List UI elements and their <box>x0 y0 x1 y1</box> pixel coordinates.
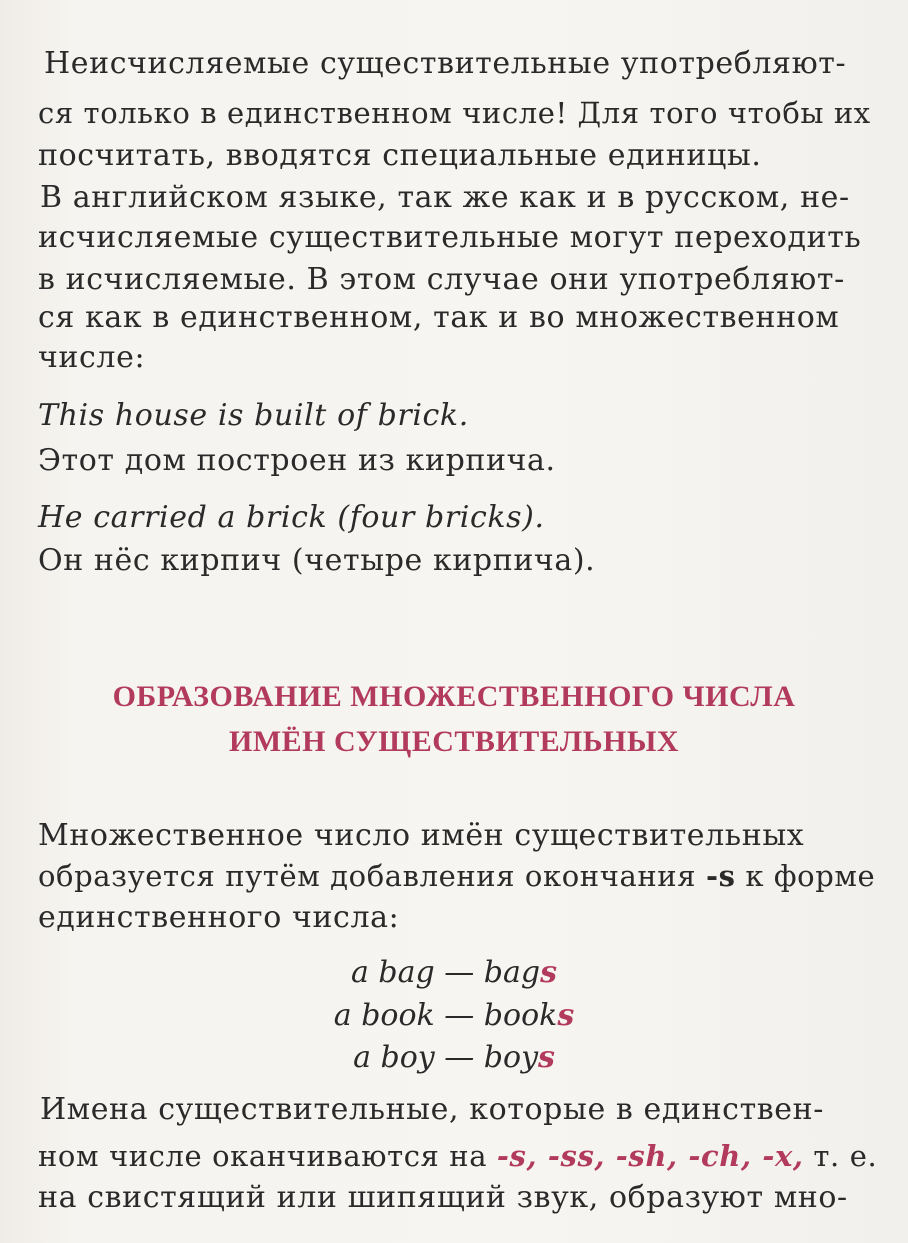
plural-example <box>0 998 908 1033</box>
example1-russian: Этот дом построен из кирпича. <box>38 443 556 478</box>
ending-s: -s <box>705 859 736 893</box>
plural-suffix: s <box>540 955 557 990</box>
paragraph2-line5: числе: <box>38 340 146 375</box>
paragraph2-line3: в исчисляемые. В этом случае они употребляют- <box>38 262 845 297</box>
paragraph3-line2 <box>38 858 875 894</box>
paragraph2-line2: исчисляемые существительные могут переходить <box>38 220 862 255</box>
paragraph3-line1: Множественное число имён существительных <box>38 818 805 853</box>
singular-form: a book <box>333 998 435 1033</box>
plural-stem: bag <box>483 955 541 990</box>
plural-stem: boy <box>483 1040 539 1075</box>
singular-form: a bag <box>351 955 435 990</box>
example2-english: He carried a brick (four bricks). <box>38 500 545 535</box>
example2-russian: Он нёс кирпич (четыре кирпича). <box>38 543 596 578</box>
paragraph1-line2: ся только в единственном числе! Для того чтобы их <box>38 96 871 130</box>
dash: — <box>434 955 484 990</box>
example1-english: This house is built of brick. <box>38 398 469 433</box>
singular-form: a boy <box>353 1040 435 1075</box>
plural-example <box>0 955 908 990</box>
paragraph4-text: ном числе оканчиваются на <box>38 1139 497 1173</box>
paragraph4-line2 <box>38 1138 877 1174</box>
plural-stem: book <box>483 998 558 1033</box>
paragraph3-text-end: к форме <box>735 859 876 893</box>
paragraph1-line3: посчитать, вводятся специальные единицы. <box>38 138 762 173</box>
paragraph4-text-end: т. е. <box>803 1139 878 1173</box>
section-heading-line1: ОБРАЗОВАНИЕ МНОЖЕСТВЕННОГО ЧИСЛА <box>112 680 796 713</box>
plural-suffix: s <box>557 998 575 1033</box>
paragraph4-line3: на свистящий или шипящий звук, образуют мно- <box>38 1180 848 1215</box>
endings-list: -s, -ss, -sh, -ch, -x, <box>496 1139 804 1173</box>
plural-suffix: s <box>538 1040 555 1075</box>
paragraph3-line3: единственного числа: <box>38 900 400 935</box>
plural-example <box>0 1040 908 1075</box>
section-heading-line2: ИМЁН СУЩЕСТВИТЕЛЬНЫХ <box>228 725 680 758</box>
paragraph2-line1: В английском языке, так же как и в русском, не- <box>40 180 850 215</box>
dash: — <box>434 998 484 1033</box>
dash: — <box>434 1040 484 1075</box>
paragraph1-line1: Неисчисляемые существительные употребляют- <box>44 46 847 81</box>
paragraph2-line4: ся как в единственном, так и во множественном <box>38 300 840 335</box>
paragraph3-text: образуется путём добавления окончания <box>38 859 706 893</box>
paragraph4-line1: Имена существительные, которые в единствен- <box>40 1092 824 1127</box>
